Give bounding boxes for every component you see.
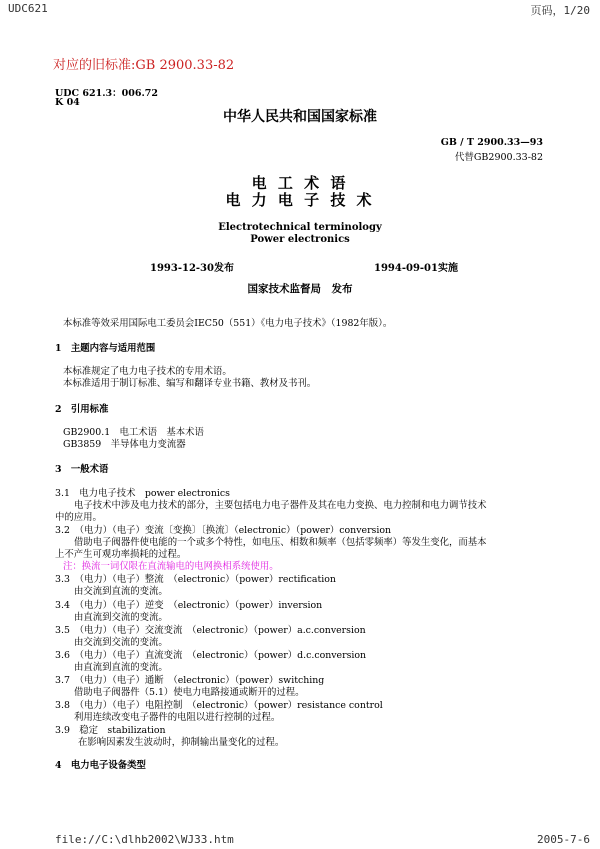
term-3-7: 3.7 （电力）（电子）通断 （electronic）（power）switching [55,675,325,686]
issuer: 国家技术监督局 发布 [247,283,353,295]
term-3-8-definition: 利用连续改变电子器件的电阻以进行控制的过程。 [74,712,281,723]
term-3-5-definition: 由交流到交流的变流。 [74,637,168,648]
term-3-6-definition: 由直流到直流的变流。 [74,662,168,673]
term-3-7-definition: 借助电子阀器件（5.1）使电力电路接通或断开的过程。 [74,687,305,698]
title-line-1: 电 工 术 语 [251,174,349,192]
issue-date: 1993-12-30发布 [150,263,234,274]
section-2-line: GB2900.1 电工术语 基本术语 [63,427,204,438]
intro-paragraph: 本标准等效采用国际电工委员会IEC50（551）《电力电子技术》（1982年版）。 [63,318,393,329]
old-standard-note: 对应的旧标准:GB 2900.33-82 [53,58,235,73]
udc-code: UDC 621.3：006.72 [55,88,158,99]
replaces-standard: 代替GB2900.33-82 [454,152,543,163]
section-4-heading: 4 电力电子设备类型 [55,760,146,771]
english-title-line-2: Power electronics [250,234,350,245]
term-3-1-definition-cont: 中的应用。 [55,512,102,523]
section-1-line: 本标准规定了电力电子技术的专用术语。 [63,366,232,377]
section-1-line: 本标准适用于制订标准、编写和翻译专业书籍、教材及书刊。 [63,378,317,389]
term-3-2-definition-cont: 上不产生可观功率损耗的过程。 [55,549,187,560]
k-code: K 04 [55,97,80,108]
term-3-2-definition: 借助电子阀器件使电能的一个或多个特性，如电压、相数和频率（包括零频率）等发生变化，而基本 [74,537,487,548]
english-title-line-1: Electrotechnical terminology [218,222,382,233]
term-3-3: 3.3 （电力）（电子）整流 （electronic）（power）rectification [55,574,336,585]
section-3-heading: 3 一般术语 [55,464,109,475]
section-1-heading: 1 主题内容与适用范围 [55,343,156,354]
footer-date: 2005-7-6 [537,833,590,846]
section-2-line: GB3859 半导体电力变流器 [63,439,186,450]
term-3-2-note: 注：换流一词仅限在直流输电的电网换相系统使用。 [63,561,279,572]
term-3-9: 3.9 稳定 stabilization [55,725,166,736]
term-3-6: 3.6 （电力）（电子）直流变流 （electronic）（power）d.c.conversion [55,650,367,661]
effective-date: 1994-09-01实施 [374,263,458,274]
term-3-4-definition: 由直流到交流的变流。 [74,612,168,623]
section-2-heading: 2 引用标准 [55,404,109,415]
footer-file-path: file://C:\dlhb2002\WJ33.htm [55,833,234,846]
term-3-1-definition: 电子技术中涉及电力技术的部分，主要包括电力电子器件及其在电力变换、电力控制和电力调节技术 [74,500,487,511]
standard-number: GB / T 2900.33—93 [440,137,543,148]
term-3-9-definition: 在影响因素发生波动时，抑制输出量变化的过程。 [78,737,285,748]
national-standard-title: 中华人民共和国国家标准 [223,109,377,125]
term-3-3-definition: 由交流到直流的变流。 [74,586,168,597]
page-header-left: UDC621 [8,2,48,15]
term-3-1: 3.1 电力电子技术 power electronics [55,488,230,499]
page-header-page-number: 页码，1/20 [530,4,590,17]
term-3-5: 3.5 （电力）（电子）交流变流 （electronic）（power）a.c.conversion [55,625,366,636]
title-line-2: 电 力 电 子 技 术 [225,191,375,209]
term-3-2: 3.2 （电力）（电子）变流〔变换〕〔换流〕（electronic）（power）conversion [55,525,392,536]
term-3-4: 3.4 （电力）（电子）逆变 （electronic）（power）inversion [55,600,323,611]
term-3-8: 3.8 （电力）（电子）电阻控制 （electronic）（power）resistance control [55,700,383,711]
